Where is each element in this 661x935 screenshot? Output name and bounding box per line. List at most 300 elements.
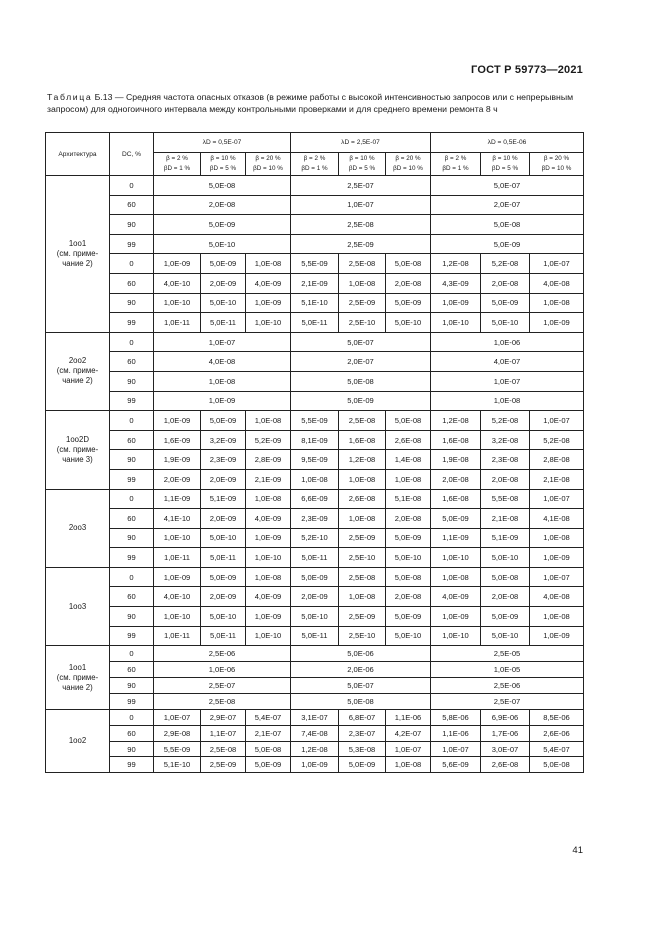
caption-label: Таблица — [47, 92, 93, 102]
value-cell: 6,9E-06 — [481, 709, 530, 725]
value-cell: 1,0E-08 — [339, 469, 386, 489]
value-cell: 4,0E-08 — [530, 587, 584, 607]
beta-d-label: βD = 10 % — [253, 165, 283, 172]
value-cell-merged: 1,0E-07 — [291, 195, 431, 215]
value-cell: 1,0E-07 — [154, 709, 201, 725]
architecture-line: чание 2) — [62, 376, 93, 386]
value-cell: 1,0E-08 — [386, 757, 431, 773]
architecture-cell — [46, 332, 110, 410]
beta-d-label: βD = 10 % — [393, 165, 423, 172]
table-row — [46, 725, 584, 741]
value-cell: 5,0E-11 — [201, 313, 246, 333]
table-caption — [47, 91, 585, 115]
dc-cell: 90 — [110, 607, 154, 627]
value-cell: 4,0E-09 — [246, 509, 291, 529]
value-cell: 5,2E-08 — [481, 254, 530, 274]
value-cell: 4,0E-08 — [530, 273, 584, 293]
value-cell: 5,4E-07 — [246, 709, 291, 725]
value-cell-merged: 4,0E-07 — [431, 352, 584, 372]
value-cell: 5,0E-10 — [481, 548, 530, 568]
dc-cell: 90 — [110, 293, 154, 313]
value-cell: 5,2E-08 — [530, 430, 584, 450]
value-cell: 4,0E-10 — [154, 273, 201, 293]
architecture-line: (см. приме- — [56, 672, 99, 682]
document-header: ГОСТ Р 59773—2021 — [471, 64, 583, 76]
table-row — [46, 313, 584, 333]
dc-cell: 99 — [110, 626, 154, 646]
value-cell-merged: 5,0E-10 — [154, 234, 291, 254]
value-cell: 5,0E-09 — [481, 293, 530, 313]
value-cell: 2,8E-08 — [530, 450, 584, 470]
value-cell: 2,5E-10 — [339, 313, 386, 333]
table-row — [46, 489, 584, 509]
value-cell: 1,0E-09 — [246, 293, 291, 313]
value-cell: 5,0E-08 — [530, 757, 584, 773]
beta-label: β = 2 % — [166, 155, 188, 163]
value-cell: 4,0E-10 — [154, 587, 201, 607]
value-cell: 4,2E-07 — [386, 725, 431, 741]
dc-cell: 60 — [110, 725, 154, 741]
value-cell: 2,0E-09 — [201, 469, 246, 489]
value-cell: 5,0E-09 — [201, 254, 246, 274]
value-cell: 1,0E-08 — [246, 254, 291, 274]
value-cell-merged: 2,5E-06 — [431, 678, 584, 694]
value-cell: 5,0E-11 — [291, 626, 339, 646]
value-cell-merged: 5,0E-06 — [291, 646, 431, 662]
dc-cell: 90 — [110, 741, 154, 757]
beta-label: β = 10 % — [349, 155, 375, 163]
value-cell-merged: 5,0E-07 — [291, 678, 431, 694]
value-cell: 1,0E-09 — [530, 313, 584, 333]
value-cell: 1,0E-08 — [386, 469, 431, 489]
value-cell: 2,0E-09 — [154, 469, 201, 489]
beta-d-label: βD = 10 % — [541, 165, 572, 172]
value-cell: 1,0E-08 — [339, 509, 386, 529]
architecture-line: 1oo1 — [68, 662, 87, 672]
table-row — [46, 693, 584, 709]
value-cell: 4,1E-10 — [154, 509, 201, 529]
value-cell: 5,0E-10 — [386, 313, 431, 333]
value-cell: 5,0E-10 — [386, 626, 431, 646]
table-row — [46, 469, 584, 489]
value-cell-merged: 2,5E-07 — [431, 693, 584, 709]
dc-cell: 99 — [110, 313, 154, 333]
architecture-line: 1oo3 — [68, 601, 87, 611]
dc-cell: 0 — [110, 254, 154, 274]
value-cell: 7,4E-08 — [291, 725, 339, 741]
value-cell: 1,0E-08 — [339, 587, 386, 607]
beta-d-label: βD = 5 % — [209, 165, 237, 172]
value-cell-merged: 2,0E-06 — [291, 662, 431, 678]
value-cell: 1,0E-10 — [154, 607, 201, 627]
architecture-line: 2oo3 — [68, 523, 87, 533]
value-cell: 2,0E-08 — [386, 587, 431, 607]
table-row — [46, 450, 584, 470]
value-cell: 4,0E-09 — [246, 587, 291, 607]
value-cell-merged: 5,0E-08 — [291, 693, 431, 709]
value-cell: 3,0E-07 — [481, 741, 530, 757]
value-cell: 1,0E-10 — [154, 528, 201, 548]
value-cell: 1,0E-09 — [530, 626, 584, 646]
caption-text: Б.13 — Средняя частота опасных отказов (в режиме работы с высокой интенсивностью запросов или с непрерывным запросом) для одногоичного интервала между контрольными проверками и для среднего времени ремонта 8 ч — [47, 92, 574, 115]
value-cell-merged: 5,0E-08 — [431, 215, 584, 235]
header-lambda-1: λD = 0,5E-07 — [154, 133, 291, 153]
header-beta-3-1 — [431, 153, 481, 176]
value-cell: 5,0E-08 — [386, 567, 431, 587]
table-row — [46, 332, 584, 352]
value-cell: 5,0E-10 — [481, 626, 530, 646]
value-cell: 2,0E-09 — [201, 273, 246, 293]
header-beta-2-2 — [339, 153, 386, 176]
value-cell: 1,6E-08 — [431, 430, 481, 450]
beta-label: β = 2 % — [303, 155, 326, 163]
value-cell: 1,0E-10 — [431, 626, 481, 646]
value-cell: 2,9E-07 — [201, 709, 246, 725]
value-cell: 1,0E-10 — [246, 548, 291, 568]
value-cell: 5,0E-09 — [291, 567, 339, 587]
value-cell-merged: 1,0E-06 — [431, 332, 584, 352]
header-lambda-2: λD = 2,5E-07 — [291, 133, 431, 153]
dc-cell: 99 — [110, 757, 154, 773]
value-cell-merged: 5,0E-07 — [431, 176, 584, 196]
value-cell: 5,0E-10 — [386, 548, 431, 568]
dc-cell: 99 — [110, 469, 154, 489]
value-cell: 5,5E-08 — [481, 489, 530, 509]
table-row — [46, 528, 584, 548]
value-cell: 9,5E-09 — [291, 450, 339, 470]
value-cell: 2,5E-10 — [339, 626, 386, 646]
beta-label: β = 10 % — [492, 155, 518, 163]
value-cell: 5,2E-09 — [246, 430, 291, 450]
value-cell: 5,0E-08 — [481, 567, 530, 587]
value-cell: 1,1E-09 — [154, 489, 201, 509]
value-cell: 1,2E-08 — [339, 450, 386, 470]
value-cell: 4,0E-09 — [246, 273, 291, 293]
value-cell: 5,0E-11 — [291, 548, 339, 568]
value-cell: 2,6E-08 — [481, 757, 530, 773]
value-cell: 6,8E-07 — [339, 709, 386, 725]
value-cell: 1,0E-08 — [339, 273, 386, 293]
value-cell: 2,0E-08 — [431, 469, 481, 489]
table-row — [46, 509, 584, 529]
beta-d-label: βD = 1 % — [301, 165, 328, 172]
table-row — [46, 234, 584, 254]
value-cell: 5,5E-09 — [291, 411, 339, 431]
value-cell: 5,0E-10 — [201, 607, 246, 627]
table-row — [46, 587, 584, 607]
value-cell: 1,0E-08 — [530, 293, 584, 313]
value-cell-merged: 1,0E-08 — [431, 391, 584, 411]
header-beta-3-3 — [530, 153, 584, 176]
beta-label: β = 2 % — [444, 155, 467, 163]
dc-cell: 90 — [110, 528, 154, 548]
value-cell-merged: 2,0E-07 — [291, 352, 431, 372]
value-cell-merged: 5,0E-09 — [154, 215, 291, 235]
failure-rate-table — [45, 132, 584, 773]
table-row — [46, 411, 584, 431]
value-cell: 5,0E-09 — [339, 757, 386, 773]
value-cell: 1,0E-10 — [431, 313, 481, 333]
value-cell-merged: 1,0E-06 — [154, 662, 291, 678]
value-cell: 5,0E-09 — [386, 607, 431, 627]
dc-cell: 60 — [110, 430, 154, 450]
header-dc: DC, % — [110, 133, 154, 176]
value-cell: 2,6E-08 — [386, 430, 431, 450]
value-cell-merged: 1,0E-05 — [431, 662, 584, 678]
table-row — [46, 371, 584, 391]
value-cell: 1,0E-08 — [431, 567, 481, 587]
dc-cell: 90 — [110, 371, 154, 391]
value-cell: 1,0E-07 — [530, 411, 584, 431]
value-cell: 5,0E-09 — [201, 411, 246, 431]
dc-cell: 60 — [110, 509, 154, 529]
value-cell: 4,3E-09 — [431, 273, 481, 293]
header-beta-2-1 — [291, 153, 339, 176]
architecture-line: (см. приме- — [56, 444, 99, 454]
header-architecture: Архитектура — [46, 133, 110, 176]
value-cell: 5,0E-09 — [386, 293, 431, 313]
value-cell: 2,5E-08 — [201, 741, 246, 757]
value-cell: 1,0E-09 — [154, 567, 201, 587]
beta-d-label: βD = 1 % — [163, 165, 191, 172]
table-row — [46, 626, 584, 646]
beta-label: β = 20 % — [255, 155, 281, 163]
table-row — [46, 215, 584, 235]
value-cell: 1,0E-07 — [530, 254, 584, 274]
value-cell: 1,0E-11 — [154, 548, 201, 568]
value-cell: 5,0E-09 — [481, 607, 530, 627]
table-row — [46, 254, 584, 274]
value-cell: 5,0E-08 — [386, 411, 431, 431]
value-cell-merged: 2,5E-07 — [291, 176, 431, 196]
dc-cell: 99 — [110, 234, 154, 254]
value-cell: 5,0E-10 — [201, 528, 246, 548]
header-lambda-3: λD = 0,5E-06 — [431, 133, 584, 153]
beta-d-label: βD = 5 % — [491, 165, 519, 172]
value-cell: 5,0E-09 — [431, 509, 481, 529]
value-cell: 4,0E-09 — [431, 587, 481, 607]
table-row — [46, 607, 584, 627]
value-cell: 2,1E-09 — [291, 273, 339, 293]
value-cell: 2,3E-09 — [201, 450, 246, 470]
header-beta-2-3 — [386, 153, 431, 176]
value-cell: 1,6E-08 — [339, 430, 386, 450]
value-cell: 1,0E-10 — [246, 626, 291, 646]
value-cell: 2,3E-07 — [339, 725, 386, 741]
header-beta-3-2 — [481, 153, 530, 176]
value-cell: 5,1E-10 — [154, 757, 201, 773]
value-cell: 1,1E-07 — [201, 725, 246, 741]
architecture-line: 1oo2 — [68, 736, 87, 746]
value-cell: 1,1E-09 — [431, 528, 481, 548]
value-cell: 1,0E-08 — [246, 411, 291, 431]
dc-cell: 99 — [110, 548, 154, 568]
value-cell: 2,5E-09 — [201, 757, 246, 773]
value-cell: 2,0E-08 — [481, 273, 530, 293]
table-row — [46, 567, 584, 587]
page-number: 41 — [572, 845, 583, 856]
value-cell: 5,0E-10 — [201, 293, 246, 313]
dc-cell: 0 — [110, 709, 154, 725]
value-cell: 1,0E-09 — [246, 607, 291, 627]
value-cell: 2,6E-06 — [530, 725, 584, 741]
architecture-line: (см. приме- — [56, 248, 99, 258]
value-cell: 1,0E-11 — [154, 313, 201, 333]
beta-d-label: βD = 5 % — [348, 165, 376, 172]
value-cell: 1,6E-08 — [431, 489, 481, 509]
value-cell-merged: 2,0E-07 — [431, 195, 584, 215]
architecture-cell — [46, 411, 110, 489]
dc-cell: 60 — [110, 587, 154, 607]
value-cell-merged: 2,5E-07 — [154, 678, 291, 694]
value-cell: 2,3E-08 — [481, 450, 530, 470]
header-beta-1-3 — [246, 153, 291, 176]
value-cell: 5,1E-08 — [386, 489, 431, 509]
value-cell: 5,6E-09 — [431, 757, 481, 773]
value-cell: 2,5E-08 — [339, 254, 386, 274]
value-cell: 2,5E-08 — [339, 411, 386, 431]
beta-label: β = 20 % — [395, 155, 421, 163]
value-cell: 1,0E-07 — [530, 489, 584, 509]
table-row — [46, 741, 584, 757]
value-cell: 8,1E-09 — [291, 430, 339, 450]
value-cell: 1,0E-10 — [246, 313, 291, 333]
value-cell-merged: 5,0E-09 — [291, 391, 431, 411]
value-cell: 1,9E-09 — [154, 450, 201, 470]
dc-cell: 0 — [110, 489, 154, 509]
value-cell: 1,0E-09 — [431, 293, 481, 313]
dc-cell: 60 — [110, 195, 154, 215]
value-cell-merged: 2,5E-08 — [154, 693, 291, 709]
value-cell: 3,2E-08 — [481, 430, 530, 450]
value-cell: 5,0E-11 — [201, 548, 246, 568]
table-header-row — [46, 133, 584, 153]
architecture-cell — [46, 567, 110, 645]
value-cell: 2,0E-08 — [386, 509, 431, 529]
value-cell: 1,0E-09 — [431, 607, 481, 627]
dc-cell: 99 — [110, 391, 154, 411]
value-cell: 2,6E-08 — [339, 489, 386, 509]
value-cell: 1,0E-10 — [431, 548, 481, 568]
value-cell: 1,4E-08 — [386, 450, 431, 470]
value-cell: 5,3E-08 — [339, 741, 386, 757]
value-cell: 2,0E-08 — [386, 273, 431, 293]
table-row — [46, 548, 584, 568]
value-cell: 5,0E-10 — [481, 313, 530, 333]
dc-cell: 90 — [110, 678, 154, 694]
value-cell-merged: 1,0E-07 — [431, 371, 584, 391]
value-cell: 2,0E-08 — [481, 469, 530, 489]
value-cell: 5,2E-10 — [291, 528, 339, 548]
value-cell: 2,1E-08 — [530, 469, 584, 489]
value-cell-merged: 1,0E-07 — [154, 332, 291, 352]
dc-cell: 60 — [110, 662, 154, 678]
value-cell: 1,2E-08 — [291, 741, 339, 757]
value-cell: 2,5E-09 — [339, 293, 386, 313]
value-cell: 1,0E-08 — [530, 607, 584, 627]
dc-cell: 0 — [110, 411, 154, 431]
table-row — [46, 273, 584, 293]
value-cell-merged: 2,5E-05 — [431, 646, 584, 662]
architecture-cell — [46, 176, 110, 333]
architecture-line: 2oo2 — [68, 356, 87, 366]
dc-cell: 60 — [110, 273, 154, 293]
value-cell: 1,0E-09 — [246, 528, 291, 548]
architecture-cell — [46, 646, 110, 710]
table-row — [46, 293, 584, 313]
value-cell: 1,0E-09 — [291, 757, 339, 773]
value-cell: 1,9E-08 — [431, 450, 481, 470]
header-beta-1-1 — [154, 153, 201, 176]
value-cell-merged: 1,0E-08 — [154, 371, 291, 391]
value-cell: 2,8E-09 — [246, 450, 291, 470]
value-cell: 1,0E-08 — [530, 528, 584, 548]
table-row — [46, 757, 584, 773]
value-cell: 2,1E-07 — [246, 725, 291, 741]
value-cell-merged: 5,0E-09 — [431, 234, 584, 254]
value-cell: 1,0E-09 — [154, 254, 201, 274]
table-row — [46, 391, 584, 411]
architecture-cell — [46, 709, 110, 773]
value-cell: 2,0E-09 — [201, 587, 246, 607]
value-cell: 1,1E-06 — [386, 709, 431, 725]
value-cell: 2,5E-08 — [339, 567, 386, 587]
value-cell: 2,5E-10 — [339, 548, 386, 568]
dc-cell: 0 — [110, 646, 154, 662]
header-beta-1-2 — [201, 153, 246, 176]
value-cell-merged: 2,0E-08 — [154, 195, 291, 215]
table-row — [46, 646, 584, 662]
value-cell: 6,6E-09 — [291, 489, 339, 509]
value-cell: 2,5E-09 — [339, 607, 386, 627]
value-cell: 5,0E-11 — [291, 313, 339, 333]
table-row — [46, 662, 584, 678]
table-row — [46, 195, 584, 215]
value-cell: 2,9E-08 — [154, 725, 201, 741]
value-cell: 3,1E-07 — [291, 709, 339, 725]
value-cell: 5,0E-10 — [291, 607, 339, 627]
value-cell: 2,0E-09 — [201, 509, 246, 529]
architecture-line: 1oo2D — [66, 434, 89, 444]
dc-cell: 0 — [110, 332, 154, 352]
value-cell-merged: 1,0E-09 — [154, 391, 291, 411]
table-row — [46, 678, 584, 694]
value-cell-merged: 2,5E-06 — [154, 646, 291, 662]
architecture-line: 1oo1 — [68, 238, 87, 248]
value-cell: 5,5E-09 — [291, 254, 339, 274]
value-cell: 1,0E-09 — [530, 548, 584, 568]
value-cell: 2,0E-08 — [481, 587, 530, 607]
beta-d-label: βD = 1 % — [442, 165, 469, 172]
dc-cell: 90 — [110, 450, 154, 470]
value-cell: 2,0E-09 — [291, 587, 339, 607]
value-cell-merged: 2,5E-08 — [291, 215, 431, 235]
value-cell: 5,5E-09 — [154, 741, 201, 757]
value-cell: 1,2E-08 — [431, 411, 481, 431]
architecture-line: чание 2) — [62, 682, 93, 692]
dc-cell: 99 — [110, 693, 154, 709]
value-cell: 2,3E-09 — [291, 509, 339, 529]
value-cell: 1,0E-11 — [154, 626, 201, 646]
value-cell-merged: 5,0E-08 — [154, 176, 291, 196]
value-cell: 1,0E-07 — [431, 741, 481, 757]
value-cell: 1,0E-08 — [246, 489, 291, 509]
value-cell: 1,0E-10 — [154, 293, 201, 313]
value-cell: 1,6E-09 — [154, 430, 201, 450]
value-cell: 1,1E-06 — [431, 725, 481, 741]
value-cell: 8,5E-06 — [530, 709, 584, 725]
value-cell: 1,7E-06 — [481, 725, 530, 741]
